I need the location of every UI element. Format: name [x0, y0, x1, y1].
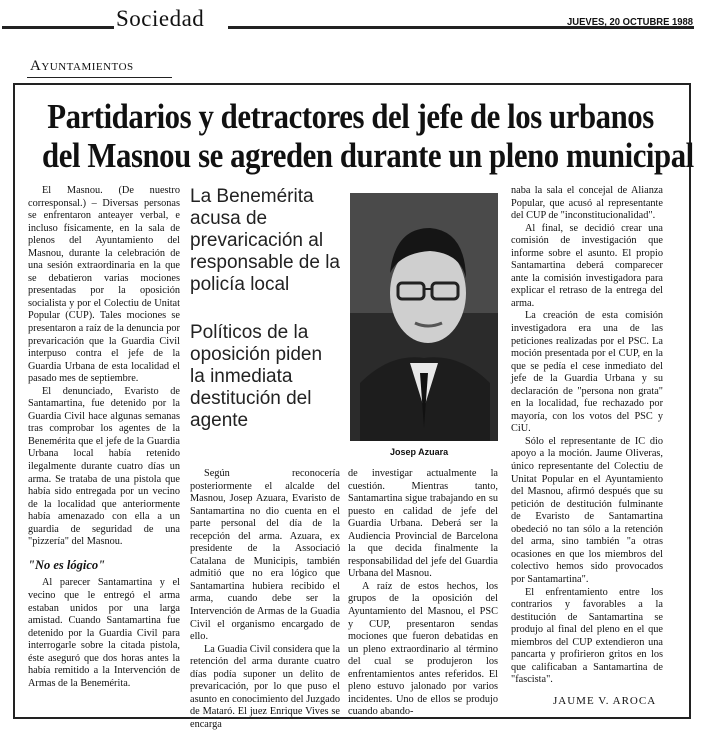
column-4: [511, 185, 663, 685]
col1-paragraph-1: El Masnou. (De nuestro corresponsal.) – Diversas personas se enfrentaron anteayer verbal, e incluso físicamente, en la sala de plenos del Ayuntamiento del Masnou, durante la celebración de una sesión extraordinaria en la que se debatieron varias mociones presentadas por la oposición socialista y por el Colectiu de Unitat Popular (CUP). Tales mociones se presentaron a raíz de la denuncia por prevaricación que la Guardia Civil interpuso contra el jefe de la Guardia Urbana de esta localidad el pasado mes de septiembre.: [28, 185, 180, 385]
column-1: [28, 185, 180, 705]
col3-paragraph-2: A raíz de estos hechos, los grupos de la oposición del Ayuntamiento del Masnou, el PSC y CUP, presentaron sendas mociones que fueron debatidas en un pleno extraordinario al término del cual se produjeron los enfrentamientos antes referidos. El pleno estuvo jalonado por varios incidentes. Uno de ellos se produjo cuando abando-: [348, 580, 498, 718]
pullquote-benemerita: La Benemérita acusa de prevaricación al responsable de la policía local: [190, 186, 340, 295]
header-rule-left: [2, 26, 114, 29]
col4-paragraph-1: naba la sala el concejal de Alianza Popular, que acusó al representante del CUP de "inconstitucionalidad".: [511, 185, 663, 222]
headline-line-2: del Masnou se agreden durante un pleno municipal: [42, 136, 694, 175]
pullquote-oposicion: Políticos de la oposición piden la inmediata destitución del agente: [190, 322, 323, 431]
col3-paragraph-1: de investigar actualmente la cuestión. Mientras tanto, Santamartina sigue trabajando en su puesto en calidad de jefe del Guardia Urbana. Deberá ser la Audiencia Provincial de Barcelona la que decida finalmente la responsabilidad del jefe del Guardia Urbana del Masnou.: [348, 468, 498, 580]
kicker-underline: [27, 77, 172, 78]
section-title: Sociedad: [116, 6, 205, 31]
col1-subheading: "No es lógico": [28, 557, 106, 572]
col4-paragraph-2: Al final, se decidió crear una comisión de investigación que informe sobre el asunto. El propio Santamartina deberá comparecer ante la comisión investigadora para explicar el retraso de la entrega del arma.: [511, 222, 663, 309]
portrait-photo: [350, 193, 498, 441]
col2-paragraph-1: Según reconocería posteriormente el alcalde del Masnou, Josep Azuara, Evaristo de Santamartina no dio cuenta en el parte personal del día de la recepción del arma. Azuara, ex presidente de la Associació Catalana de Municipis, también admitió que no era lógico que Santamartina hubiera recibido el arma, cuando debe ser la Intervención de Armas de la Guadia Civil el organismo encargado de ello.: [190, 468, 340, 643]
column-3: [348, 468, 498, 718]
col4-paragraph-4: Sólo el representante de IC dio apoyo a la moción. Jaume Oliveras, único representante del Colectiu de Unitat Popular en el Ayuntamiento del Masnou, afirmó después que su petición de destitución fulminante de Evaristo de Santamartina obedeció no tan sólo a la retención del arma, sino también "a otras ocasiones en que los miembros del colectivo hemos sido provocados por Santamartina".: [511, 435, 663, 585]
col4-paragraph-5: El enfrentamiento entre los contrarios y favorables a la destitución de Santamartina se produjo al final del pleno en el que miembros del CUP extendieron una pancarta y profirieron gritos en los que calificaban a Santamartina de "fascista".: [511, 586, 663, 686]
col2-paragraph-2: La Guadia Civil considera que la retención del arma durante cuatro días podía suponer un delito de prevaricación, por lo que puso el asunto en conocimiento del Juzgado de Mataró. El juez Enrique Vives se encarga: [190, 643, 340, 730]
col4-paragraph-3: La creación de esta comisión investigadora era una de las peticiones realizadas por el PSC. La moción presentada por el CUP, en la que se pedía el cese inmediato del jefe de la Guardia Urbana y su declaración de "persona non grata" en la localidad, fue rechazado por mayoría, con los votos del PSC y CiU.: [511, 310, 663, 435]
column-2: [190, 468, 340, 730]
col1-paragraph-2: El denunciado, Evaristo de Santamartina, fue detenido por la Guardia Civil hace algunas semanas tras comprobar los agentes de la Benemérita que el jefe de la Guardia Urbana local había retenido ilegalmente durante cuatro días un arma. Se trataba de una pistola que había sido entregada por un vecino de la localidad que anteriormente había amenazado con ella a un guardia de seguridad de una "pizzería" del Masnou.: [28, 385, 180, 548]
kicker-label: Ayuntamientos: [30, 58, 134, 74]
issue-date: JUEVES, 20 OCTUBRE 1988: [566, 16, 693, 28]
headline-line-1: Partidarios y detractores del jefe de los urbanos: [47, 97, 654, 136]
col1-paragraph-3: Al parecer Santamartina y el vecino que le entregó el arma estaban unidos por una larga amistad. Cuando Santamartina fue detenido por la Guardia Civil para interrogarle sobre la citada pistola, éste aseguró que dos horas antes la había remitido a la Intervención de Armas de la Benemérita.: [28, 577, 180, 689]
photo-caption: Josep Azuara: [390, 447, 449, 457]
author-signature: JAUME V. AROCA: [553, 695, 657, 707]
portrait-illustration: [350, 193, 498, 441]
